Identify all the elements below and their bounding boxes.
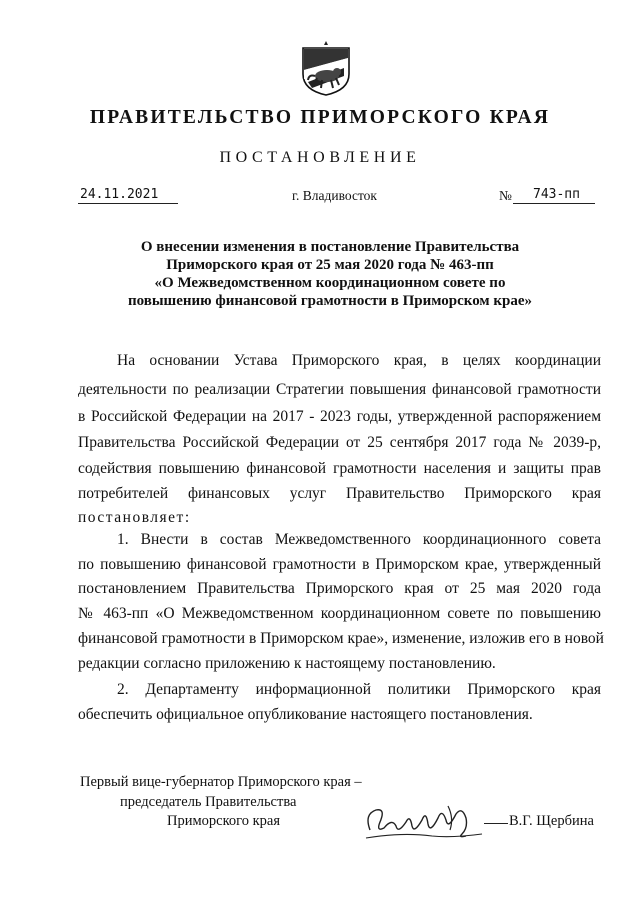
signatory-name: В.Г. Щербина xyxy=(509,813,594,829)
signature-underline xyxy=(484,823,508,824)
document-type: ПОСТАНОВЛЕНИЕ xyxy=(219,149,421,166)
government-title: ПРАВИТЕЛЬСТВО ПРИМОРСКОГО КРАЯ xyxy=(89,107,551,128)
heading-line: повышению финансовой грамотности в Приморском крае» xyxy=(127,293,533,309)
number-sign: № xyxy=(499,188,512,203)
document-date: 24.11.2021 xyxy=(80,187,159,202)
handwritten-signature xyxy=(362,800,492,844)
heading-line: «О Межведомственном координационном совете по xyxy=(154,275,506,291)
document-body xyxy=(78,0,604,905)
signatory-title-line-3: Приморского края xyxy=(167,813,281,829)
body-line: в Российской Федерации на 2017 - 2023 годы, утвержденной распоряжением xyxy=(78,408,601,425)
body-line: деятельности по реализации Стратегии повышения финансовой грамотности xyxy=(78,381,601,398)
body-line: содействия повышению финансовой грамотности населения и защиты прав xyxy=(78,460,601,477)
body-line: 2. Департаменту информационной политики Приморского края xyxy=(117,681,601,698)
document-number: 743-пп xyxy=(533,187,580,202)
body-line: постановляет: xyxy=(78,509,191,526)
body-line: обеспечить официальное опубликование настоящего постановления. xyxy=(78,706,533,723)
signatory-title-line-2: председатель Правительства xyxy=(120,794,297,810)
body-line: Правительства Российской Федерации от 25 сентября 2017 года № 2039-р, xyxy=(78,434,601,451)
body-line: На основании Устава Приморского края, в целях координации xyxy=(117,352,601,369)
body-line: № 463-пп «О Межведомственном координационном совете по повышению xyxy=(78,605,601,622)
body-line: 1. Внести в состав Межведомственного координационного совета xyxy=(117,531,601,548)
document-city: г. Владивосток xyxy=(292,188,377,203)
body-line: редакции согласно приложению к настоящему постановлению. xyxy=(78,655,496,672)
body-line: финансовой грамотности в Приморском крае», изменение, изложив его в новой xyxy=(78,630,604,647)
signatory-title-line-1: Первый вице-губернатор Приморского края – xyxy=(80,774,362,790)
body-line: потребителей финансовых услуг Правительство Приморского края xyxy=(78,485,601,502)
body-line: постановлением Правительства Приморского края от 25 мая 2020 года xyxy=(78,580,601,597)
heading-line: О внесении изменения в постановление Правительства xyxy=(140,239,520,255)
heading-line: Приморского края от 25 мая 2020 года № 463-пп xyxy=(166,257,494,273)
body-line: по повышению финансовой грамотности в Приморском крае, утвержденный xyxy=(78,556,601,573)
